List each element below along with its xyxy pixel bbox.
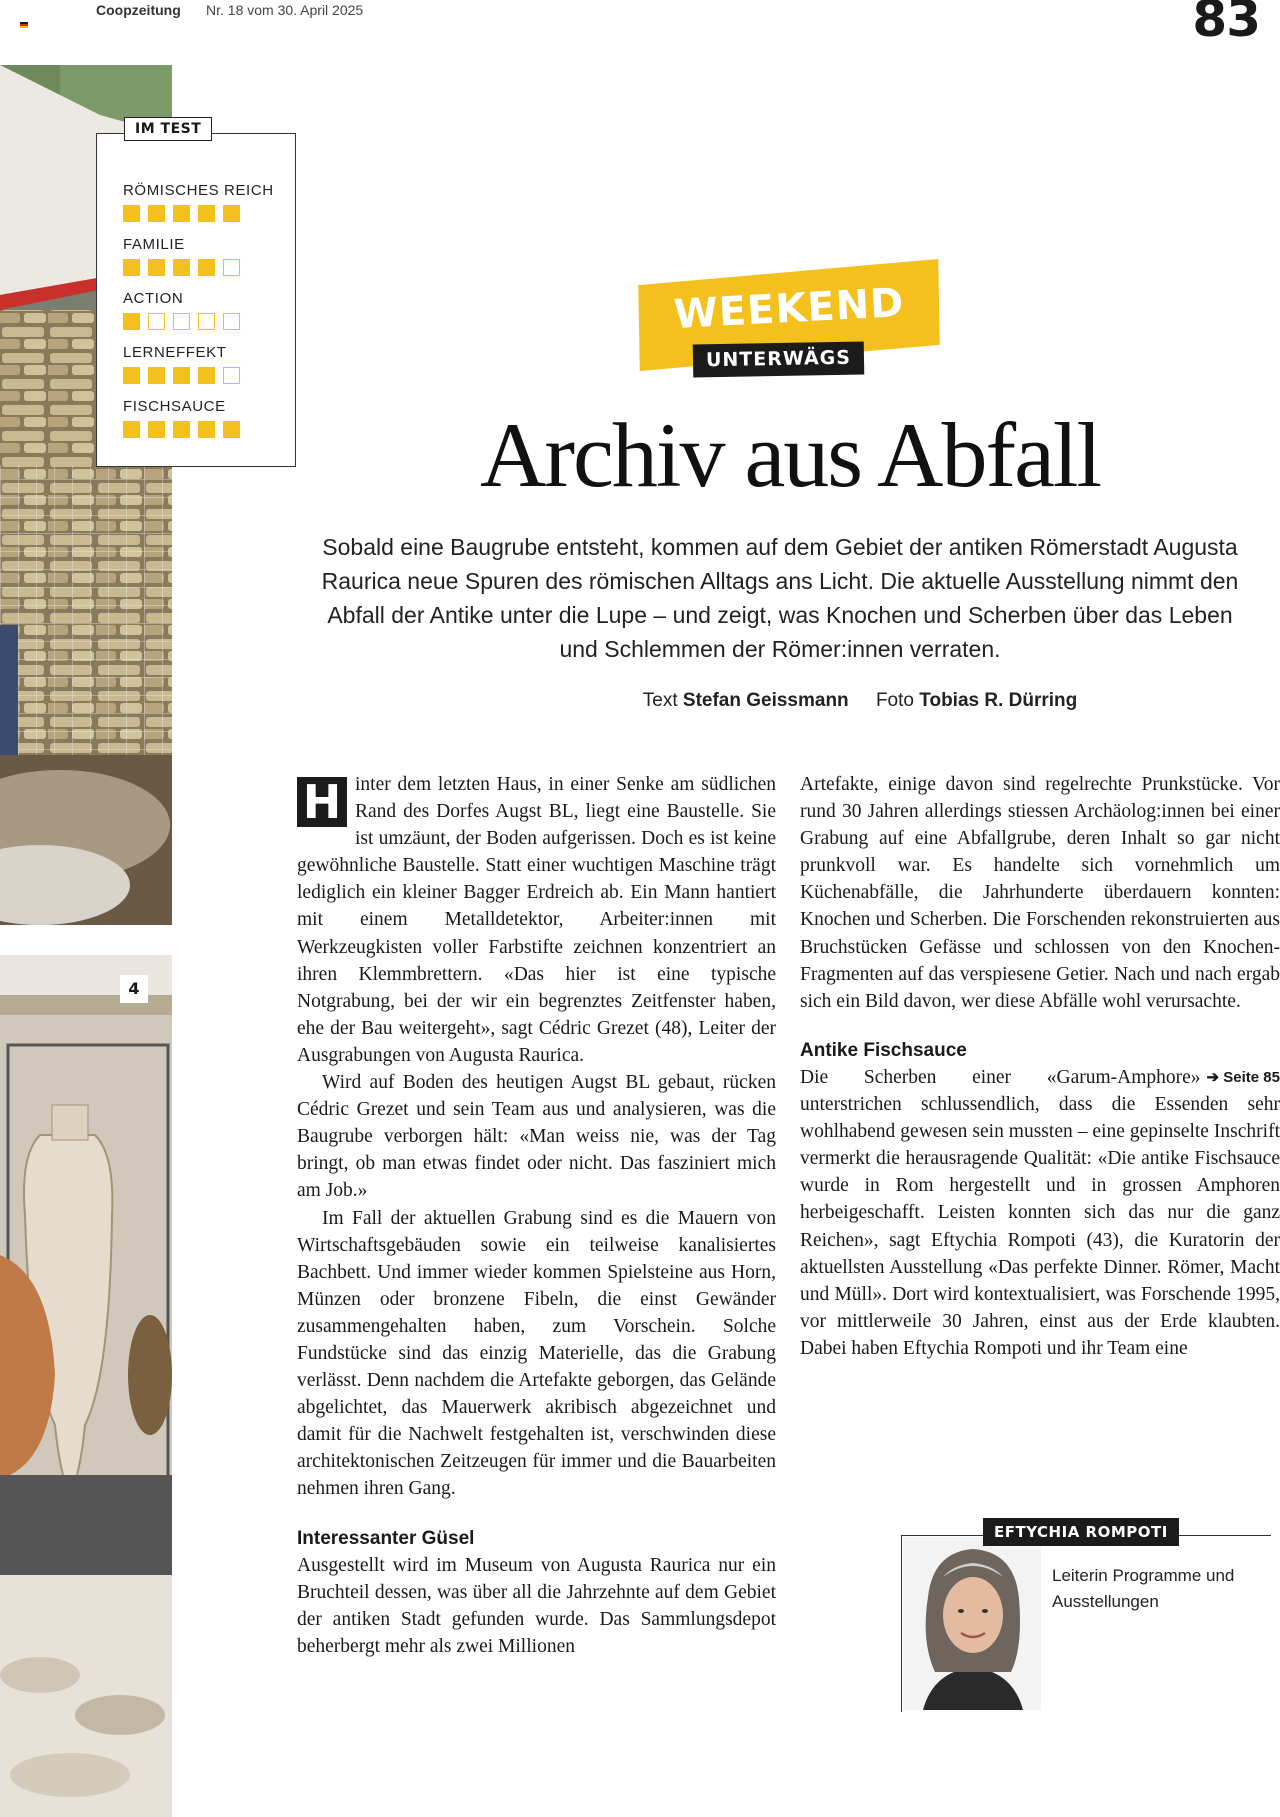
rating-squares <box>123 367 240 384</box>
flag-icon <box>20 22 28 28</box>
rating-square-filled <box>198 421 215 438</box>
rating-square-filled <box>148 367 165 384</box>
rating-square-empty <box>148 313 165 330</box>
rating-square-filled <box>123 367 140 384</box>
rating-square-filled <box>148 421 165 438</box>
profile-portrait <box>903 1537 1041 1710</box>
photo-label: Foto <box>875 690 914 711</box>
section-label-text: WEEKEND <box>672 279 906 339</box>
rating-square-filled <box>148 259 165 276</box>
rating-square-empty <box>198 313 215 330</box>
continued-on-link[interactable]: ➔ Seite 85 <box>1206 1068 1280 1086</box>
rating-square-filled <box>173 205 190 222</box>
rating-square-filled <box>123 313 140 330</box>
rating-square-filled <box>173 421 190 438</box>
rating-square-empty <box>223 313 240 330</box>
rating-squares <box>123 421 240 438</box>
rating-square-filled <box>123 421 140 438</box>
rating-square-filled <box>223 421 240 438</box>
issue-info: Nr. 18 vom 30. April 2025 <box>206 2 364 18</box>
rating-square-filled <box>173 367 190 384</box>
rating-squares <box>123 313 240 330</box>
rating-square-empty <box>173 313 190 330</box>
subheading: Interessanter Güsel <box>297 1527 475 1549</box>
paragraph-text: Die Scherben einer «Garum-Amphore» unterstrichen schlussendlich, dass die Essenden sehr wohlhabend gewesen sein mussten – eine gepinselte Inschrift vermerkt die herausragende Qualität: «Die antike Fischsauce wurde in Rom hergestellt und in grossen Amphoren herbeigeschafft. Leisten konnten sich das nur die ganz Reichen», sagt Eftychia Rompoti (43), die Kuratorin der aktuellsten Ausstellung «Das perfekte Dinner. Römer, Macht und Müll». Dort wird kontextualisiert, was Forschende 1995, vor mittlerweile 30 Jahren, einst aus der Erde klaubten. Dabei haben Eftychia Rompoti und ihr Team eine <box>800 1066 1280 1359</box>
rating-square-filled <box>148 205 165 222</box>
rating-square-filled <box>123 205 140 222</box>
article-lead: Sobald eine Baugrube entsteht, kommen auf dem Gebiet der antiken Römerstadt Augusta Raurica neue Spuren des römischen Alltags ans Licht. Die aktuelle Ausstellung nimmt den Abfall der Antike unter die Lupe – und zeigt, was Knochen und Scherben über das Leben und Schlemmen der Römer:innen verraten. <box>321 534 1239 662</box>
amphora-exhibition-photo <box>0 955 172 1817</box>
rating-squares <box>123 205 240 222</box>
author-name: Stefan Geissmann <box>682 690 849 711</box>
rating-square-filled <box>173 259 190 276</box>
rating-label: FAMILIE <box>123 236 185 253</box>
article-title: Archiv aus Abfall <box>479 404 1101 506</box>
rating-square-filled <box>198 367 215 384</box>
photo-number-badge: 4 <box>120 975 148 1003</box>
rating-label: FISCHSAUCE <box>123 398 226 415</box>
rating-label: ACTION <box>123 290 184 307</box>
paragraph <box>800 1064 1280 1362</box>
drop-cap: H <box>297 777 347 827</box>
rating-label: RÖMISCHES REICH <box>123 182 274 199</box>
rating-box <box>96 133 296 467</box>
publication-name: Coopzeitung <box>96 2 181 18</box>
rating-box-tag: IM TEST <box>124 117 212 141</box>
paragraph <box>297 771 776 1069</box>
subheading: Antike Fischsauce <box>800 1039 967 1061</box>
article-column-1 <box>297 771 776 1660</box>
photographer-name: Tobias R. Dürring <box>919 690 1078 711</box>
rating-square-filled <box>123 259 140 276</box>
paragraph: Artefakte, einige davon sind regelrechte Prunkstücke. Vor rund 30 Jahren allerdings stiessen Archäolog:innen bei einer Grabung auf eine Abfallgrube, deren Inhalt so gar nicht prunkvoll war. Es handelte sich vornehmlich um Küchenabfälle, die Jahrhunderte überdauern konnten: Knochen und Scherben. Die Forschenden rekonstruierten aus Bruchstücken Gefässe und schlossen von den Knochen-Fragmenten auf das verspiesene Getier. Nach und nach ergab sich ein Bild davon, wer diese Abfälle wohl verursachte. <box>800 774 1280 1012</box>
rating-squares <box>123 259 240 276</box>
profile-role: Leiterin Programme und Ausstellungen <box>1052 1566 1235 1611</box>
rating-square-empty <box>223 259 240 276</box>
paragraph-text: inter dem letzten Haus, in einer Senke am südlichen Rand des Dorfes Augst BL, liegt eine Baustelle. Sie ist umzäunt, der Boden aufgerissen. Doch es ist keine gewöhnliche Baustelle. Statt einer wuchtigen Maschine trägt lediglich ein kleiner Bagger Erdreich ab. Ein Mann hantiert mit einem Metalldetektor, Arbeiter:innen mit Werkzeugkisten voller Farbstifte zeichnen konzentriert an ihren Klemmbrettern. «Das hier ist eine typische Notgrabung, bei der wir ein begrenztes Zeitfenster haben, ehe der Bau weitergeht», sagt Cédric Grezet (48), Leiter der Ausgrabungen von Augusta Raurica. <box>297 774 776 1066</box>
profile-name: EFTYCHIA ROMPOTI <box>983 1518 1179 1546</box>
rating-label: LERNEFFEKT <box>123 344 227 361</box>
text-label: Text <box>642 690 678 711</box>
paragraph: Im Fall der aktuellen Grabung sind es die Mauern von Wirtschaftsgebäuden sowie ein teilweise kanalisiertes Bachbett. Und immer wieder kommen Spielsteine aus Horn, Münzen oder bronzene Fibeln, die einst Gewänder zusammengehalten haben, zum Vorschein. Solche Fundstücke sind das einzig Materielle, das die Grabung verlässt. Denn nachdem die Artefakte geborgen, das Gelände abgelichtet, das Mauerwerk akribisch abgezeichnet und damit für die Nachwelt festgehalten ist, verschwinden diese architektonischen Zeitzeugen für immer und die Bauarbeiten nehmen ihren Gang. <box>297 1207 776 1500</box>
article-credits <box>540 690 1180 712</box>
article-column-2 <box>800 771 1280 1362</box>
rating-square-filled <box>198 205 215 222</box>
page-number: 83 <box>1192 0 1260 48</box>
paragraph: Wird auf Boden des heutigen Augst BL gebaut, rücken Cédric Grezet und sein Team aus und analysieren, was die Baugrube verborgen hält: «Man weiss nie, was der Tag bringt, ob man etwas findet oder nicht. Das fasziniert mich am Job.» <box>297 1072 776 1202</box>
paragraph: Ausgestellt wird im Museum von Augusta Raurica nur ein Bruchteil dessen, was über all die Jahrzehnte auf dem Gebiet der antiken Stadt gefunden wurde. Das Sammlungsdepot beherbergt mehr als zwei Millionen <box>297 1554 776 1657</box>
rating-square-filled <box>223 205 240 222</box>
section-sublabel: UNTERWÄGS <box>693 342 865 378</box>
rating-square-empty <box>223 367 240 384</box>
rating-square-filled <box>198 259 215 276</box>
